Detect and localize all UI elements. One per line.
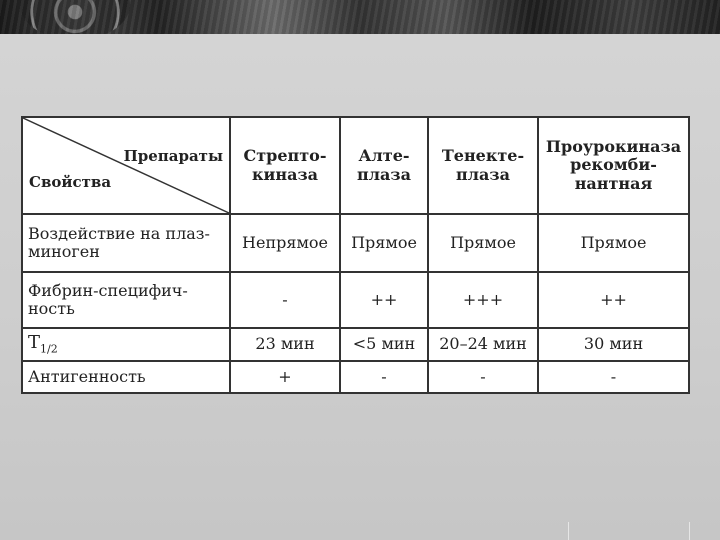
table-cell: +	[230, 361, 340, 393]
table-row	[22, 328, 689, 361]
table-cell: +++	[428, 272, 538, 328]
column-header: Стрепто- киназа	[230, 117, 340, 214]
table-row	[22, 272, 689, 328]
table-cell: -	[428, 361, 538, 393]
bottom-decoration	[568, 522, 690, 540]
row-label-subscript: 1/2	[40, 342, 58, 356]
table-row	[22, 361, 689, 393]
corner-top-label: Препараты	[123, 147, 223, 165]
table-cell: -	[340, 361, 428, 393]
column-header: Тенекте- плаза	[428, 117, 538, 214]
row-label: Воздействие на плаз- миноген	[22, 214, 230, 272]
column-header: Алте- плаза	[340, 117, 428, 214]
column-header: Проурокиназа рекомби- нантная	[538, 117, 689, 214]
table-cell: 30 мин	[538, 328, 689, 361]
table-header-row	[22, 117, 689, 214]
table-cell: -	[538, 361, 689, 393]
table-cell: -	[230, 272, 340, 328]
corner-bottom-label: Свойства	[29, 172, 112, 191]
table-cell: Непрямое	[230, 214, 340, 272]
table-cell: Прямое	[538, 214, 689, 272]
table-row	[22, 214, 689, 272]
table-cell: 20–24 мин	[428, 328, 538, 361]
table-cell: 23 мин	[230, 328, 340, 361]
table-cell: Прямое	[428, 214, 538, 272]
properties-table	[21, 116, 690, 394]
diagonal-divider	[23, 118, 229, 213]
banner-texture	[0, 0, 720, 34]
row-label: Антигенность	[22, 361, 230, 393]
table-cell: Прямое	[340, 214, 428, 272]
corner-header-cell	[22, 117, 230, 214]
row-label-half-life	[22, 328, 230, 361]
top-banner	[0, 0, 720, 34]
table-cell: <5 мин	[340, 328, 428, 361]
table-cell: ++	[538, 272, 689, 328]
table-cell: ++	[340, 272, 428, 328]
row-label: Фибрин-специфич- ность	[22, 272, 230, 328]
row-label: T	[28, 331, 41, 353]
